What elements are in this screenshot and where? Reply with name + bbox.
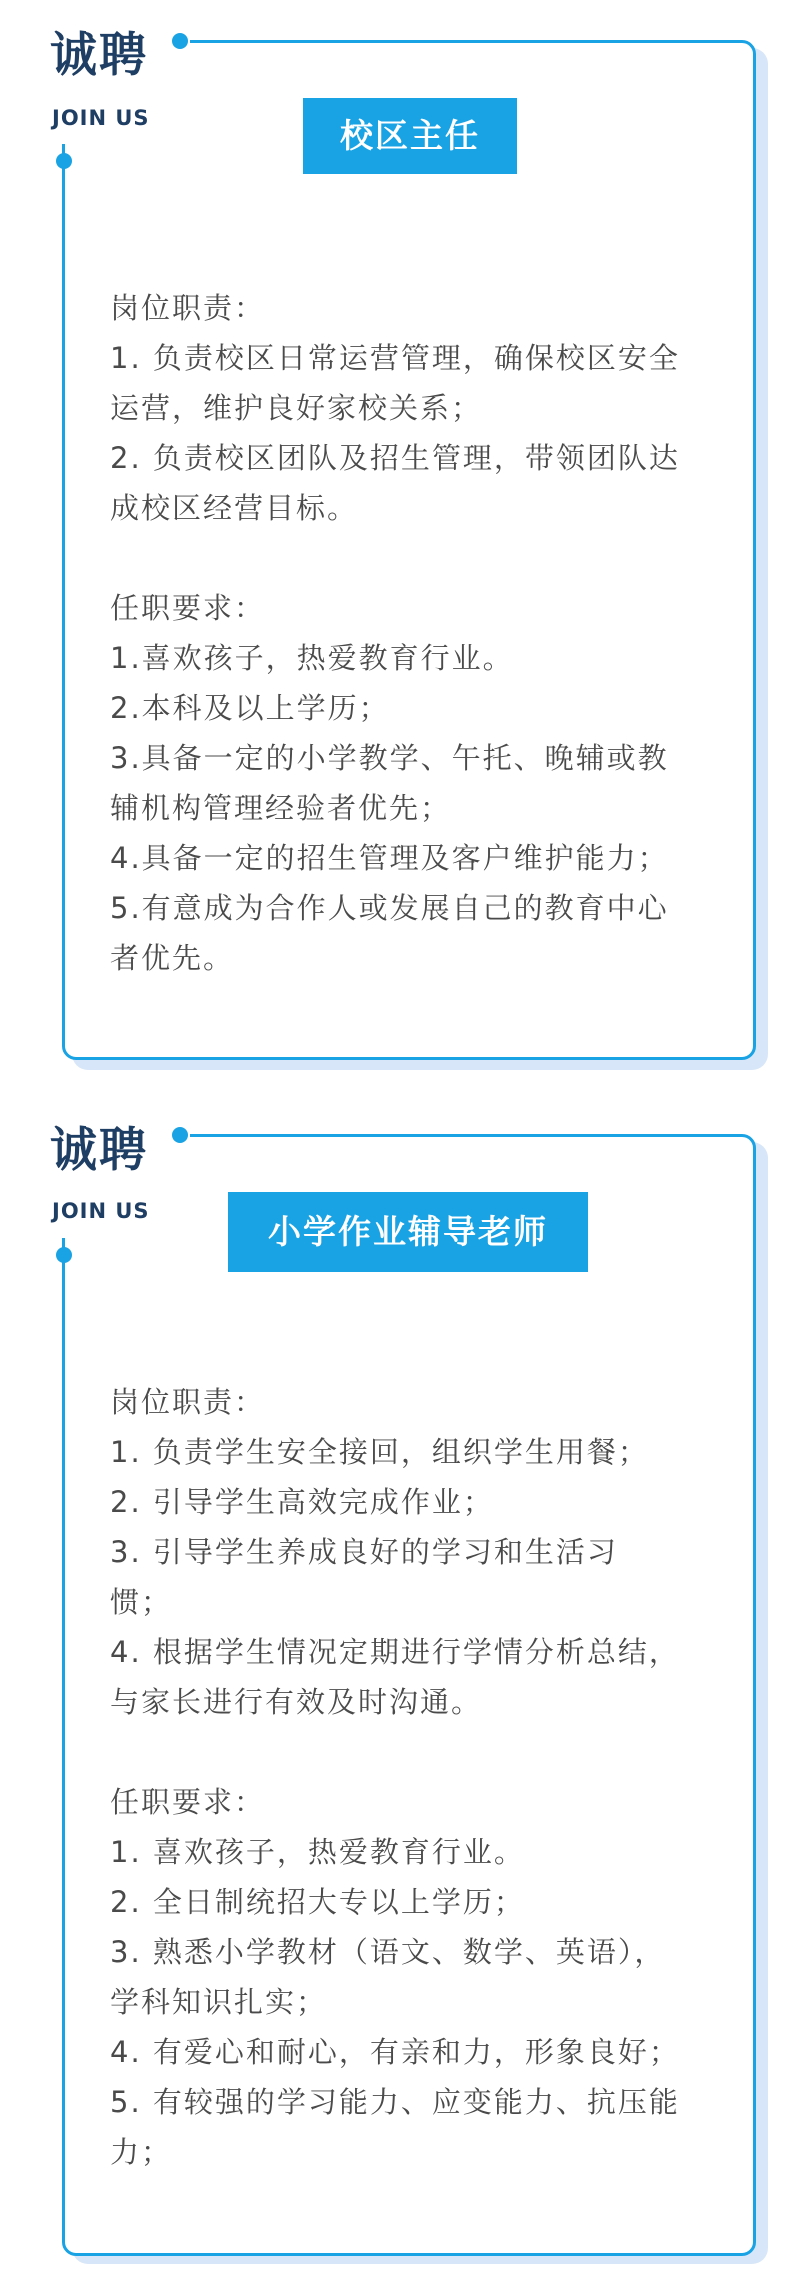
requirement-line: 5.有意成为合作人或发展自己的教育中心 xyxy=(110,891,669,925)
requirement-line: 1.喜欢孩子，热爱教育行业。 xyxy=(110,641,514,675)
duty-line: 成校区经营目标。 xyxy=(110,491,359,525)
duties-heading: 岗位职责： xyxy=(110,1385,266,1419)
duty-line: 与家长进行有效及时沟通。 xyxy=(110,1685,483,1719)
frame-dot-left xyxy=(56,1247,72,1263)
requirement-line: 1. 喜欢孩子，热爱教育行业。 xyxy=(110,1835,525,1869)
job-card-1 xyxy=(0,0,810,1100)
job-title: 校区主任 xyxy=(303,98,517,174)
requirement-line: 力； xyxy=(110,2135,173,2169)
frame-dot-top xyxy=(172,33,188,49)
requirement-line: 4. 有爱心和耐心，有亲和力，形象良好； xyxy=(110,2035,680,2069)
job-description xyxy=(110,283,710,983)
requirement-line: 学科知识扎实； xyxy=(110,1985,328,2019)
duties-heading: 岗位职责： xyxy=(110,291,266,325)
frame-dot-top xyxy=(172,1127,188,1143)
duty-line: 2. 负责校区团队及招生管理，带领团队达 xyxy=(110,441,680,475)
requirement-line: 2.本科及以上学历； xyxy=(110,691,390,725)
duty-line: 1. 负责学生安全接回，组织学生用餐； xyxy=(110,1435,649,1469)
requirement-line: 2. 全日制统招大专以上学历； xyxy=(110,1885,525,1919)
brand-subtitle: JOIN US xyxy=(52,106,150,130)
duty-line: 2. 引导学生高效完成作业； xyxy=(110,1485,494,1519)
duty-line: 3. 引导学生养成良好的学习和生活习 xyxy=(110,1535,618,1569)
requirement-line: 3.具备一定的小学教学、午托、晚辅或教 xyxy=(110,741,669,775)
frame-dot-left xyxy=(56,153,72,169)
duty-line: 4. 根据学生情况定期进行学情分析总结， xyxy=(110,1635,680,1669)
requirement-line: 4.具备一定的招生管理及客户维护能力； xyxy=(110,841,669,875)
requirement-line: 辅机构管理经验者优先； xyxy=(110,791,452,825)
requirements-heading: 任职要求： xyxy=(110,591,266,625)
duty-line: 运营，维护良好家校关系； xyxy=(110,391,483,425)
brand-title: 诚聘 xyxy=(50,28,148,83)
brand-title: 诚聘 xyxy=(50,1123,148,1178)
duty-line: 惯； xyxy=(110,1585,173,1619)
requirement-line: 3. 熟悉小学教材（语文、数学、英语）， xyxy=(110,1935,666,1969)
requirements-heading: 任职要求： xyxy=(110,1785,266,1819)
job-title: 小学作业辅导老师 xyxy=(228,1192,588,1272)
brand-subtitle: JOIN US xyxy=(52,1199,150,1223)
duty-line: 1. 负责校区日常运营管理，确保校区安全 xyxy=(110,341,680,375)
requirement-line: 者优先。 xyxy=(110,941,235,975)
job-card-2 xyxy=(0,1100,810,2278)
job-description xyxy=(110,1377,710,2177)
requirement-line: 5. 有较强的学习能力、应变能力、抗压能 xyxy=(110,2085,680,2119)
